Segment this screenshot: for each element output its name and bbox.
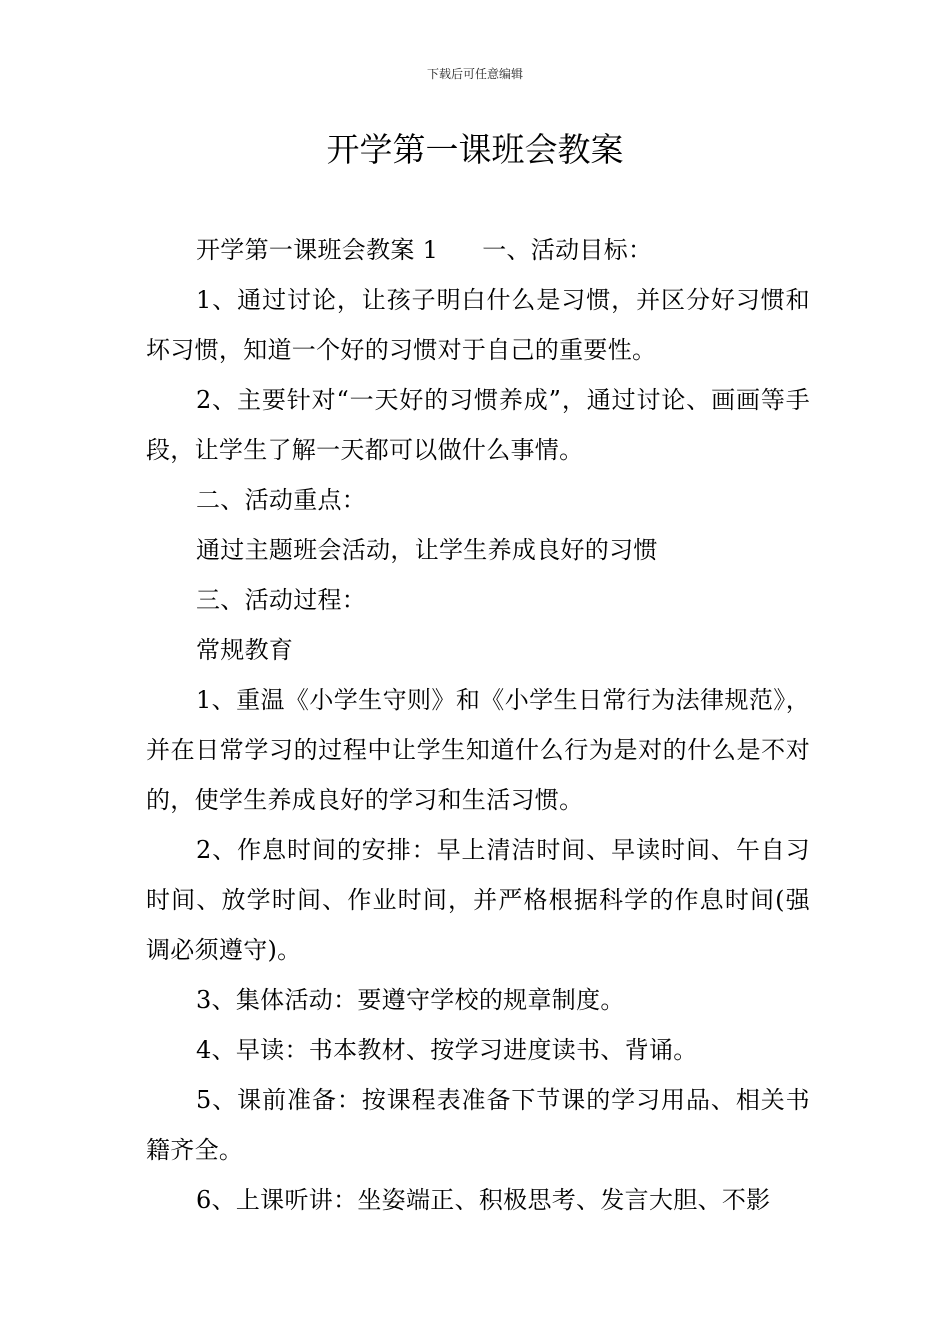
subheading-routine-education: 常规教育 — [196, 636, 294, 664]
header-note: 下载后可任意编辑 — [426, 67, 523, 81]
document-body — [146, 225, 810, 1225]
paragraph-process-4: 4、早读：书本教材、按学习进度读书、背诵。 — [196, 1036, 698, 1064]
document-title: 开学第一课班会教案 — [326, 130, 624, 169]
paragraph-process-2: 2、作息时间的安排：早上清洁时间、早读时间、午自习时间、放学时间、作业时间，并严格根据科学的作息时间(强调必须遵守)。 — [146, 836, 810, 964]
paragraph-process-6: 6、上课听讲：坐姿端正、积极思考、发言大胆、不影 — [196, 1186, 771, 1214]
paragraph-process-5: 5、课前准备：按课程表准备下节课的学习用品、相关书籍齐全。 — [146, 1086, 810, 1164]
paragraph-intro — [146, 225, 810, 275]
lesson-plan-label: 开学第一课班会教案 1 — [196, 236, 439, 264]
paragraph-objective-1: 1、通过讨论，让孩子明白什么是习惯，并区分好习惯和坏习惯，知道一个好的习惯对于自己的重要性。 — [146, 286, 810, 364]
paragraph-focus: 通过主题班会活动，让学生养成良好的习惯 — [196, 536, 658, 564]
section-heading-focus: 二、活动重点： — [196, 486, 367, 514]
section-heading-process: 三、活动过程： — [196, 586, 367, 614]
paragraph-process-3: 3、集体活动：要遵守学校的规章制度。 — [196, 986, 625, 1014]
paragraph-process-1: 1、重温《小学生守则》和《小学生日常行为法律规范》，并在日常学习的过程中让学生知道什么行为是对的什么是不对的，使学生养成良好的学习和生活习惯。 — [146, 686, 810, 814]
paragraph-objective-2: 2、主要针对“一天好的习惯养成”，通过讨论、画画等手段，让学生了解一天都可以做什么事情。 — [146, 386, 810, 464]
section-heading-objectives: 一、活动目标： — [482, 236, 653, 264]
